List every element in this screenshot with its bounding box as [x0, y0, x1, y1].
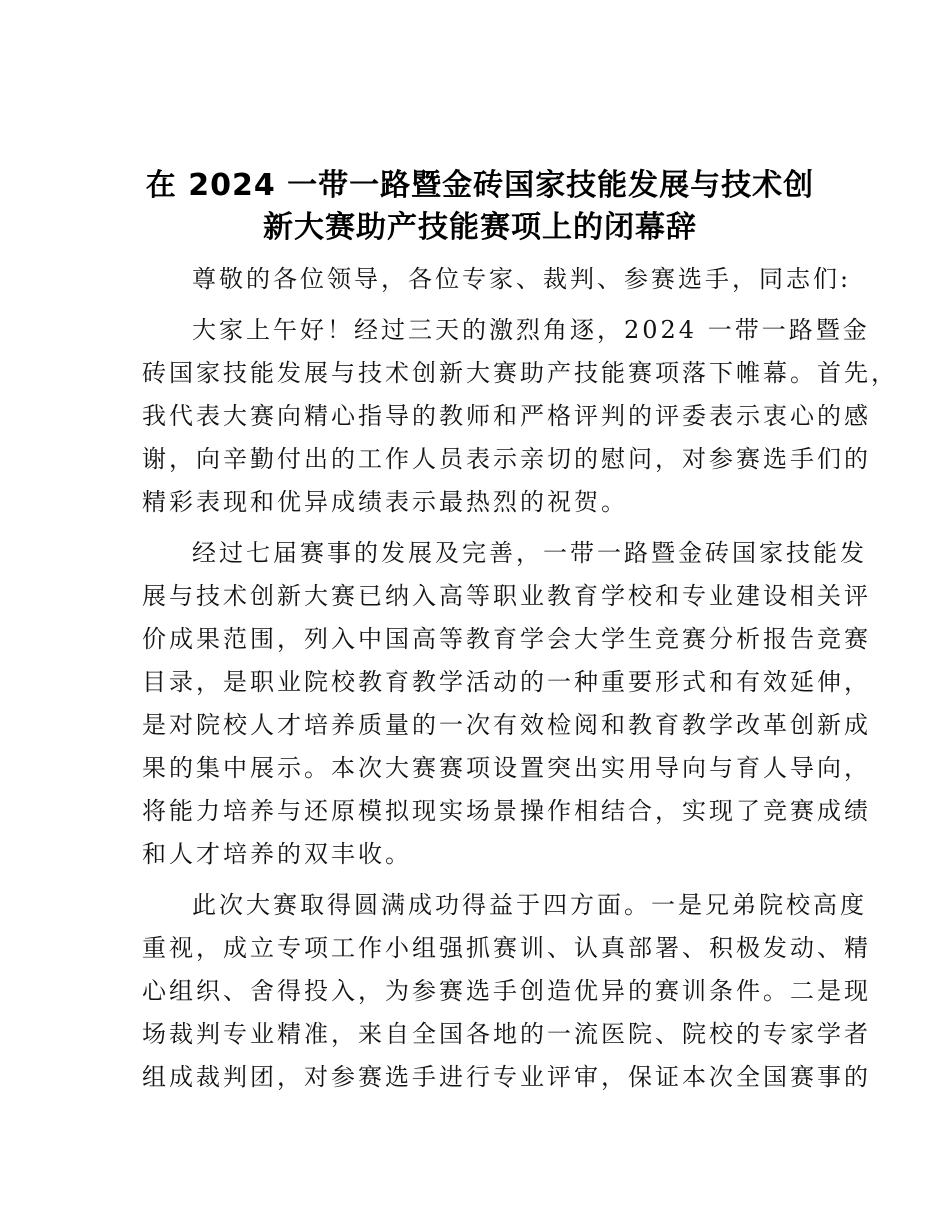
text-line: 是对院校人才培养质量的一次有效检阅和教育教学改革创新成	[142, 711, 871, 739]
title-line: 新大赛助产技能赛项上的闭幕辞	[263, 210, 697, 245]
document-body	[142, 258, 898, 1099]
text-line: 砖国家技能发展与技术创新大赛助产技能赛项落下帷幕。首先，	[142, 359, 898, 387]
text-line: 尊敬的各位领导，各位专家、裁判、参赛选手，同志们:	[192, 265, 852, 293]
text-line: 精彩表现和优异成绩表示最热烈的祝贺。	[142, 488, 628, 516]
text-line: 将能力培养与还原模拟现实场景操作相结合，实现了竞赛成绩	[142, 797, 871, 825]
text-line: 和人才培养的双丰收。	[142, 840, 412, 868]
document-title	[140, 165, 820, 249]
text-line: 目录，是职业院校教育教学活动的一种重要形式和有效延伸，	[142, 668, 871, 696]
text-line: 场裁判专业精准，来自全国各地的一流医院、院校的专家学者	[142, 1020, 871, 1048]
text-line: 此次大赛取得圆满成功得益于四方面。一是兄弟院校高度	[192, 891, 867, 919]
paragraph-greeting	[142, 309, 898, 524]
text-line: 心组织、舍得投入，为参赛选手创造优异的赛训条件。二是现	[142, 977, 871, 1005]
paragraph-salutation	[142, 258, 852, 301]
text-line: 组成裁判团，对参赛选手进行专业评审，保证本次全国赛事的	[142, 1063, 871, 1091]
text-line: 我代表大赛向精心指导的教师和严格评判的评委表示衷心的感	[142, 402, 871, 430]
text-line: 经过七届赛事的发展及完善，一带一路暨金砖国家技能发	[192, 539, 867, 567]
text-line: 重视，成立专项工作小组强抓赛训、认真部署、积极发动、精	[142, 934, 871, 962]
text-line: 谢，向辛勤付出的工作人员表示亲切的慰问，对参赛选手们的	[142, 445, 871, 473]
title-line: 在 2024 一带一路暨金砖国家技能发展与技术创	[145, 168, 815, 203]
paragraph-success	[142, 884, 871, 1099]
text-line: 大家上午好！经过三天的激烈角逐，2024 一带一路暨金	[192, 316, 870, 344]
text-line: 价成果范围，列入中国高等教育学会大学生竞赛分析报告竞赛	[142, 625, 871, 653]
text-line: 果的集中展示。本次大赛赛项设置突出实用导向与育人导向，	[142, 754, 871, 782]
paragraph-development	[142, 532, 871, 876]
text-line: 展与技术创新大赛已纳入高等职业教育学校和专业建设相关评	[142, 582, 871, 610]
